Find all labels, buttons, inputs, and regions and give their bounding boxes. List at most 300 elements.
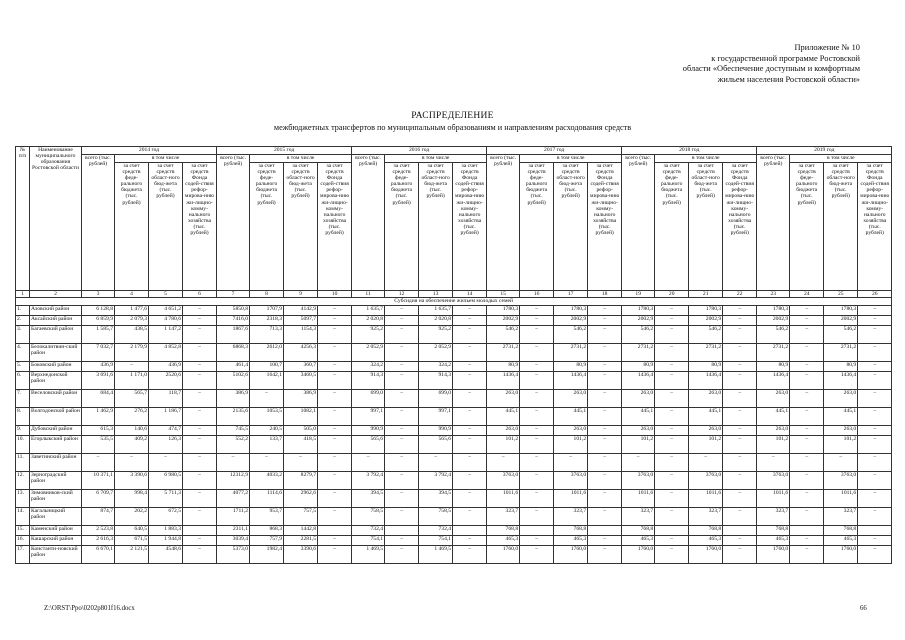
federal-header: за счет средств феде-рального бюджета (тыс. рублей) xyxy=(520,163,554,291)
incl-header: в том числе xyxy=(385,155,487,163)
value-cell: – xyxy=(588,372,622,390)
value-cell: – xyxy=(723,306,757,316)
value-cell: 2 179,9 xyxy=(115,344,149,362)
value-cell: – xyxy=(453,390,487,408)
value-cell: 713,3 xyxy=(250,326,284,344)
value-cell: 546,2 xyxy=(757,326,790,344)
value-cell: 914,3 xyxy=(352,372,385,390)
value-cell: 1780,3 xyxy=(689,306,723,316)
value-cell: 565,7 xyxy=(115,390,149,408)
value-cell: – xyxy=(790,326,824,344)
value-cell: – xyxy=(723,362,757,372)
district-name: Багаевский район xyxy=(30,326,82,344)
value-cell: 465,3 xyxy=(824,536,858,546)
table-row xyxy=(16,426,892,436)
value-cell: 2 523,8 xyxy=(82,526,115,536)
year-header: 2019 год xyxy=(757,147,892,155)
value-cell: – xyxy=(520,344,554,362)
value-cell: – xyxy=(183,546,217,564)
value-cell: 4033,2 xyxy=(250,472,284,490)
value-cell: 1082,1 xyxy=(284,408,318,426)
value-cell: 1707,9 xyxy=(250,306,284,316)
value-cell: 768,8 xyxy=(757,526,790,536)
value-cell: – xyxy=(588,408,622,426)
table-row xyxy=(16,372,892,390)
value-cell: – xyxy=(183,306,217,316)
value-cell: 699,0 xyxy=(352,390,385,408)
value-cell: 868,3 xyxy=(250,526,284,536)
value-cell: – xyxy=(520,426,554,436)
value-cell: 2 079,3 xyxy=(115,316,149,326)
value-cell: 1 585,7 xyxy=(82,326,115,344)
value-cell: 1760,0 xyxy=(824,546,858,564)
value-cell: – xyxy=(554,454,588,472)
value-cell: 6 128,8 xyxy=(82,306,115,316)
value-cell: 202,2 xyxy=(115,508,149,526)
district-name: Дубовский район xyxy=(30,426,82,436)
value-cell: 1 944,8 xyxy=(149,536,183,546)
value-cell: 1711,2 xyxy=(217,508,250,526)
value-cell: 1 469,5 xyxy=(352,546,385,564)
value-cell: 1442,8 xyxy=(284,526,318,536)
value-cell: 757,5 xyxy=(284,508,318,526)
appendix-line: Приложение № 10 xyxy=(794,43,860,52)
value-cell: 3763,0 xyxy=(757,472,790,490)
column-number: 13 xyxy=(419,291,453,298)
value-cell: – xyxy=(858,306,892,316)
value-cell: 2 052,9 xyxy=(419,344,453,362)
value-cell: – xyxy=(318,426,352,436)
value-cell: – xyxy=(183,472,217,490)
document-title: РАСПРЕДЕЛЕНИЕ xyxy=(411,111,494,121)
value-cell: 323,7 xyxy=(622,508,655,526)
value-cell: – xyxy=(318,436,352,454)
value-cell: 101,2 xyxy=(554,436,588,454)
value-cell: – xyxy=(487,454,520,472)
column-number: 3 xyxy=(82,291,115,298)
value-cell: 1011,6 xyxy=(554,490,588,508)
value-cell: 565,6 xyxy=(419,436,453,454)
value-cell: 3390,6 xyxy=(284,546,318,564)
value-cell: – xyxy=(723,436,757,454)
value-cell: – xyxy=(858,316,892,326)
value-cell: – xyxy=(520,546,554,564)
table-row xyxy=(16,362,892,372)
value-cell: – xyxy=(183,326,217,344)
value-cell: – xyxy=(453,490,487,508)
value-cell: 1436,4 xyxy=(622,372,655,390)
value-cell: 998,4 xyxy=(115,490,149,508)
value-cell: – xyxy=(622,454,655,472)
value-cell: – xyxy=(723,454,757,472)
file-path: Z:\ORST\Ppo\0202p801f16.docx xyxy=(44,605,135,612)
column-number: 8 xyxy=(250,291,284,298)
value-cell: – xyxy=(588,344,622,362)
appendix-line: области «Обеспечение доступным и комфортным xyxy=(682,64,860,74)
value-cell: – xyxy=(385,472,419,490)
value-cell: – xyxy=(588,306,622,316)
value-cell: 1780,3 xyxy=(757,306,790,316)
value-cell: – xyxy=(183,536,217,546)
value-cell: – xyxy=(655,316,689,326)
value-cell: 1011,6 xyxy=(689,490,723,508)
value-cell: 1 171,0 xyxy=(115,372,149,390)
value-cell: 80,9 xyxy=(824,362,858,372)
value-cell: – xyxy=(655,408,689,426)
value-cell: – xyxy=(858,362,892,372)
total-header: всего (тыс. рублей) xyxy=(487,155,520,291)
value-cell: 323,7 xyxy=(757,508,790,526)
value-cell: – xyxy=(824,454,858,472)
value-cell: – xyxy=(82,454,115,472)
value-cell: – xyxy=(385,390,419,408)
table-row xyxy=(16,508,892,526)
value-cell: 100,7 xyxy=(250,362,284,372)
value-cell: – xyxy=(723,408,757,426)
value-cell: – xyxy=(318,316,352,326)
value-cell: 126,3 xyxy=(149,436,183,454)
value-cell: – xyxy=(858,372,892,390)
value-cell: – xyxy=(250,390,284,408)
value-cell: – xyxy=(588,536,622,546)
value-cell: 3763,0 xyxy=(824,472,858,490)
value-cell: – xyxy=(520,362,554,372)
row-number: 3. xyxy=(16,326,30,344)
value-cell: 2 020,8 xyxy=(419,316,453,326)
value-cell: – xyxy=(655,508,689,526)
value-cell: – xyxy=(520,306,554,316)
value-cell: – xyxy=(655,546,689,564)
district-name: Азовский район xyxy=(30,306,82,316)
table-row xyxy=(16,454,892,472)
value-cell: 133,7 xyxy=(250,436,284,454)
column-number: 26 xyxy=(858,291,892,298)
value-cell: – xyxy=(655,490,689,508)
value-cell: – xyxy=(520,372,554,390)
value-cell: 2731,2 xyxy=(689,344,723,362)
value-cell: 699,0 xyxy=(419,390,453,408)
fund-header: за счет средств Фонда содей-ствия рефор-мирова-нию жи-лищно-комму-нального хозяйства (тыс. рублей) xyxy=(858,163,892,291)
value-cell: 2002,9 xyxy=(554,316,588,326)
value-cell: 684,4 xyxy=(82,390,115,408)
value-cell: – xyxy=(790,316,824,326)
value-cell: – xyxy=(588,362,622,372)
value-cell: 101,2 xyxy=(622,436,655,454)
column-number: 25 xyxy=(824,291,858,298)
value-cell: 1642,1 xyxy=(250,372,284,390)
value-cell: 2002,9 xyxy=(487,316,520,326)
value-cell: 3 792,4 xyxy=(352,472,385,490)
value-cell: – xyxy=(385,372,419,390)
value-cell: – xyxy=(453,536,487,546)
value-cell: 1 462,9 xyxy=(82,408,115,426)
value-cell: 4142,9 xyxy=(284,306,318,316)
regional-header: за счет средств област-ного бюд-жета (тыс. рублей) xyxy=(419,163,453,291)
regional-header: за счет средств област-ного бюд-жета (тыс. рублей) xyxy=(824,163,858,291)
value-cell: – xyxy=(790,454,824,472)
table-row xyxy=(16,490,892,508)
value-cell: 445,1 xyxy=(757,408,790,426)
value-cell xyxy=(723,526,757,536)
value-cell: – xyxy=(318,362,352,372)
value-cell: 4077,2 xyxy=(217,490,250,508)
value-cell: – xyxy=(655,362,689,372)
value-cell: 276,2 xyxy=(115,408,149,426)
regional-header: за счет средств област-ного бюд-жета (тыс. рублей) xyxy=(689,163,723,291)
district-name: Кашарский район xyxy=(30,536,82,546)
value-cell: – xyxy=(318,344,352,362)
column-number: 5 xyxy=(149,291,183,298)
column-number: 2 xyxy=(30,291,82,298)
value-cell: – xyxy=(790,426,824,436)
value-cell: 2281,5 xyxy=(284,536,318,546)
value-cell: 615,3 xyxy=(82,426,115,436)
value-cell: – xyxy=(318,546,352,564)
value-cell: 323,7 xyxy=(689,508,723,526)
value-cell xyxy=(790,526,824,536)
value-cell: – xyxy=(520,390,554,408)
incl-header: в том числе xyxy=(115,155,217,163)
value-cell: 12312,9 xyxy=(217,472,250,490)
federal-header: за счет средств феде-рального бюджета (тыс. рублей) xyxy=(385,163,419,291)
value-cell: 1011,6 xyxy=(824,490,858,508)
value-cell: 465,3 xyxy=(622,536,655,546)
value-cell: 6 859,9 xyxy=(82,316,115,326)
value-cell: 914,3 xyxy=(419,372,453,390)
document-subtitle: межбюджетных трансфертов по муниципальным образованиям и направлениям расходования средств xyxy=(273,123,632,132)
value-cell: 263,0 xyxy=(487,390,520,408)
column-number: 24 xyxy=(790,291,824,298)
column-number: 14 xyxy=(453,291,487,298)
value-cell: – xyxy=(385,306,419,316)
value-cell: – xyxy=(588,316,622,326)
value-cell: – xyxy=(655,426,689,436)
value-cell: 3 792,4 xyxy=(419,472,453,490)
value-cell: 445,1 xyxy=(689,408,723,426)
value-cell: – xyxy=(588,454,622,472)
table-row xyxy=(16,344,892,362)
value-cell: 263,0 xyxy=(554,426,588,436)
regional-header: за счет средств област-ного бюд-жета (тыс. рублей) xyxy=(284,163,318,291)
value-cell: 2731,2 xyxy=(824,344,858,362)
value-cell: – xyxy=(453,306,487,316)
value-cell: – xyxy=(520,326,554,344)
row-number: 1. xyxy=(16,306,30,316)
value-cell: 1 477,6 xyxy=(115,306,149,316)
value-cell: 10 371,1 xyxy=(82,472,115,490)
value-cell: 263,0 xyxy=(757,426,790,436)
fund-header: за счет средств Фонда содей-ствия рефор-мирова-нию жи-лищно-комму-нального хозяйства (тыс. рублей) xyxy=(453,163,487,291)
appendix-line: жильем населения Ростовской области» xyxy=(717,74,860,84)
value-cell xyxy=(588,526,622,536)
value-cell: – xyxy=(318,454,352,472)
column-number: 11 xyxy=(352,291,385,298)
value-cell: 768,8 xyxy=(554,526,588,536)
value-cell: 445,1 xyxy=(554,408,588,426)
value-cell: 1436,4 xyxy=(757,372,790,390)
value-cell: 4 651,2 xyxy=(149,306,183,316)
district-name: Веселовский район xyxy=(30,390,82,408)
value-cell: 323,7 xyxy=(554,508,588,526)
column-number: 12 xyxy=(385,291,419,298)
value-cell: – xyxy=(723,472,757,490)
value-cell: – xyxy=(655,436,689,454)
value-cell: – xyxy=(790,344,824,362)
value-cell: 5850,8 xyxy=(217,306,250,316)
district-name: Верхнедонской район xyxy=(30,372,82,390)
value-cell: 1 147,2 xyxy=(149,326,183,344)
value-cell: 140,6 xyxy=(115,426,149,436)
value-cell: – xyxy=(183,426,217,436)
value-cell: 3039,4 xyxy=(217,536,250,546)
value-cell: – xyxy=(453,316,487,326)
col-no-header: № п/п xyxy=(16,147,30,291)
value-cell: – xyxy=(790,408,824,426)
value-cell: 5373,0 xyxy=(217,546,250,564)
table-row xyxy=(16,306,892,316)
value-cell: 672,5 xyxy=(149,508,183,526)
value-cell: 2002,9 xyxy=(689,316,723,326)
total-header: всего (тыс. рублей) xyxy=(622,155,655,291)
value-cell: 445,1 xyxy=(487,408,520,426)
value-cell: 745,5 xyxy=(217,426,250,436)
value-cell: – xyxy=(385,490,419,508)
value-cell xyxy=(318,526,352,536)
value-cell: – xyxy=(385,454,419,472)
value-cell: 552,2 xyxy=(217,436,250,454)
value-cell: 409,2 xyxy=(115,436,149,454)
table-row xyxy=(16,546,892,564)
value-cell: 3460,5 xyxy=(284,372,318,390)
value-cell: – xyxy=(453,508,487,526)
appendix-block xyxy=(560,43,860,85)
value-cell: 1760,0 xyxy=(757,546,790,564)
value-cell: 461,4 xyxy=(217,362,250,372)
value-cell: 754,1 xyxy=(419,536,453,546)
value-cell: 768,8 xyxy=(689,526,723,536)
value-cell: – xyxy=(858,490,892,508)
value-cell: – xyxy=(689,454,723,472)
value-cell: 2731,2 xyxy=(622,344,655,362)
district-name: Белокалитвин-ский район xyxy=(30,344,82,362)
value-cell: 1436,4 xyxy=(824,372,858,390)
value-cell: 445,1 xyxy=(622,408,655,426)
value-cell: – xyxy=(588,326,622,344)
value-cell: – xyxy=(318,472,352,490)
value-cell: 1 469,5 xyxy=(419,546,453,564)
regional-header: за счет средств област-ного бюд-жета (тыс. рублей) xyxy=(149,163,183,291)
table-row xyxy=(16,526,892,536)
value-cell: 2318,3 xyxy=(250,316,284,326)
year-header: 2016 год xyxy=(352,147,487,155)
value-cell: 3763,0 xyxy=(487,472,520,490)
value-cell: 436,9 xyxy=(149,362,183,372)
value-cell: 768,8 xyxy=(487,526,520,536)
year-header: 2017 год xyxy=(487,147,622,155)
value-cell: – xyxy=(250,454,284,472)
value-cell: 2002,9 xyxy=(757,316,790,326)
value-cell: 997,1 xyxy=(419,408,453,426)
value-cell: 263,0 xyxy=(554,390,588,408)
value-cell: – xyxy=(858,390,892,408)
federal-header: за счет средств феде-рального бюджета (тыс. рублей) xyxy=(655,163,689,291)
value-cell: – xyxy=(790,546,824,564)
value-cell: – xyxy=(655,472,689,490)
value-cell: 3 390,6 xyxy=(115,472,149,490)
value-cell: 263,0 xyxy=(689,426,723,436)
value-cell xyxy=(520,526,554,536)
value-cell: 505,0 xyxy=(284,426,318,436)
value-cell: 565,6 xyxy=(352,436,385,454)
value-cell: – xyxy=(790,472,824,490)
value-cell: – xyxy=(858,472,892,490)
value-cell: 1 186,7 xyxy=(149,408,183,426)
value-cell: – xyxy=(385,326,419,344)
value-cell: 546,2 xyxy=(554,326,588,344)
value-cell: 1780,3 xyxy=(554,306,588,316)
row-number: 16. xyxy=(16,536,30,546)
value-cell: 997,1 xyxy=(352,408,385,426)
value-cell: – xyxy=(183,344,217,362)
column-number: 19 xyxy=(622,291,655,298)
federal-header: за счет средств феде-рального бюджета (тыс. рублей) xyxy=(115,163,149,291)
value-cell: 386,9 xyxy=(284,390,318,408)
incl-header: в том числе xyxy=(655,155,757,163)
value-cell: 2731,2 xyxy=(554,344,588,362)
value-cell: – xyxy=(757,454,790,472)
table-row xyxy=(16,408,892,426)
value-cell: – xyxy=(790,372,824,390)
value-cell: – xyxy=(655,454,689,472)
value-cell: 732,4 xyxy=(419,526,453,536)
value-cell: – xyxy=(115,362,149,372)
value-cell: – xyxy=(453,472,487,490)
value-cell: – xyxy=(520,472,554,490)
federal-header: за счет средств феде-рального бюджета (тыс. рублей) xyxy=(250,163,284,291)
value-cell: 4548,6 xyxy=(149,546,183,564)
value-cell: 758,5 xyxy=(419,508,453,526)
value-cell: 4 852,8 xyxy=(149,344,183,362)
value-cell: – xyxy=(385,426,419,436)
value-cell: 546,2 xyxy=(824,326,858,344)
value-cell: 6868,3 xyxy=(217,344,250,362)
value-cell: – xyxy=(588,426,622,436)
row-number: 2. xyxy=(16,316,30,326)
value-cell: 5097,7 xyxy=(284,316,318,326)
value-cell: 1011,6 xyxy=(622,490,655,508)
value-cell: – xyxy=(385,344,419,362)
value-cell: – xyxy=(858,546,892,564)
column-number: 23 xyxy=(757,291,790,298)
table-row xyxy=(16,536,892,546)
value-cell: 2962,6 xyxy=(284,490,318,508)
value-cell: – xyxy=(790,306,824,316)
value-cell: – xyxy=(588,436,622,454)
value-cell: – xyxy=(115,454,149,472)
incl-header: в том числе xyxy=(250,155,352,163)
value-cell: – xyxy=(723,344,757,362)
value-cell: 263,0 xyxy=(487,426,520,436)
row-number: 15. xyxy=(16,526,30,536)
value-cell: – xyxy=(183,390,217,408)
value-cell: 6 670,1 xyxy=(82,546,115,564)
value-cell: – xyxy=(318,390,352,408)
value-cell xyxy=(183,526,217,536)
row-number: 7. xyxy=(16,390,30,408)
value-cell: – xyxy=(723,536,757,546)
value-cell: – xyxy=(520,454,554,472)
value-cell: 118,7 xyxy=(149,390,183,408)
